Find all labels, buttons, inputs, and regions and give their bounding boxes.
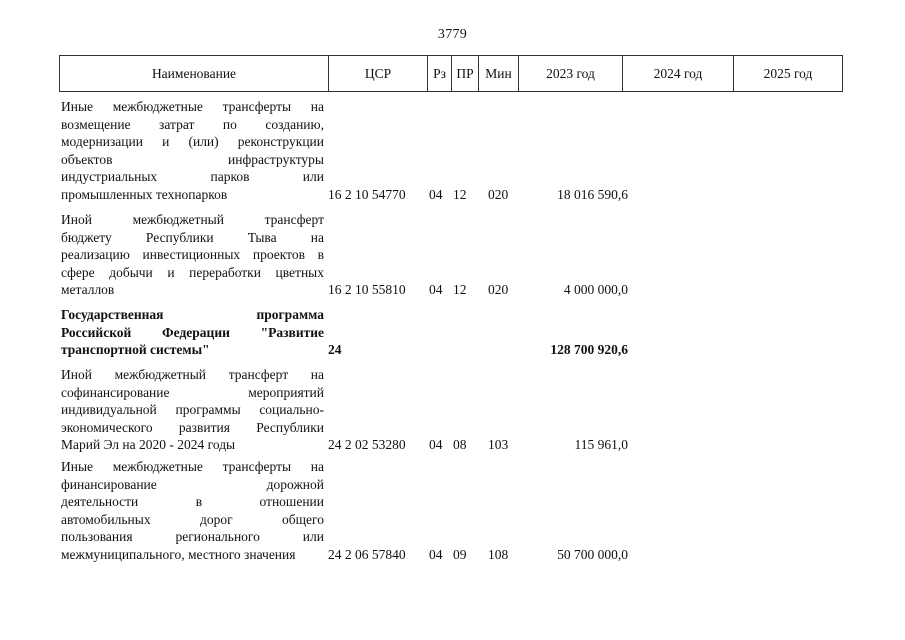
row-rz: 04 <box>429 282 443 297</box>
row-min: 020 <box>488 187 509 202</box>
name-line: бюджету Республики Тыва на <box>61 229 324 245</box>
row-pr: 12 <box>453 187 467 202</box>
row-2023: 128 700 920,6 <box>550 342 628 357</box>
name-line: Иной межбюджетный трансферт <box>61 212 324 227</box>
header-pr: ПР <box>451 56 478 91</box>
header-rz: Рз <box>427 56 451 91</box>
name-line: Иные межбюджетные трансферты на <box>61 99 324 114</box>
header-min: Мин <box>478 56 518 91</box>
row-pr: 08 <box>453 437 467 452</box>
name-line: индивидуальной программы социально- <box>61 402 324 418</box>
name-line: транспортной системы" <box>61 342 210 358</box>
row-2023: 115 961,0 <box>574 437 628 452</box>
name-line: межмуниципального, местного значения <box>61 546 296 562</box>
name-line: объектов инфраструктуры <box>61 151 324 167</box>
name-line: металлов <box>61 282 115 298</box>
name-line: промышленных технопарков <box>61 186 228 202</box>
row-rz: 04 <box>429 547 443 562</box>
name-line: сфере добычи и переработки цветных <box>61 264 324 280</box>
header-2025: 2025 год <box>733 56 842 91</box>
row-min: 108 <box>488 547 509 562</box>
header-csr: ЦСР <box>328 56 427 91</box>
name-line: Марий Эл на 2020 - 2024 годы <box>61 437 236 453</box>
header-2024: 2024 год <box>622 56 733 91</box>
name-line: деятельности в отношении <box>61 494 324 510</box>
row-csr: 16 2 10 54770 <box>328 187 406 202</box>
name-line: автомобильных дорог общего <box>61 511 324 527</box>
name-line: реализацию инвестиционных проектов в <box>61 247 324 263</box>
table-header <box>59 55 843 92</box>
name-line: Российской Федерации "Развитие <box>61 324 324 340</box>
row-csr: 24 2 02 53280 <box>328 437 406 452</box>
row-csr: 16 2 10 55810 <box>328 282 406 297</box>
page-number: 3779 <box>437 27 468 42</box>
row-name <box>61 366 324 454</box>
row-pr: 09 <box>453 547 467 562</box>
row-rz: 04 <box>429 187 443 202</box>
row-name <box>61 306 324 359</box>
name-line: Иные межбюджетные трансферты на <box>61 459 324 474</box>
row-name <box>61 98 324 204</box>
name-line: Государственная программа <box>61 307 324 322</box>
header-name: Наименование <box>151 65 237 81</box>
name-line: Иной межбюджетный трансферт на <box>61 367 324 382</box>
name-line: возмещение затрат по созданию, <box>61 116 324 132</box>
row-2023: 4 000 000,0 <box>563 282 628 297</box>
name-line: экономического развития Республики <box>61 419 324 435</box>
row-csr: 24 <box>328 342 342 357</box>
name-line: софинансирование мероприятий <box>61 384 324 400</box>
name-line: модернизации и (или) реконструкции <box>61 134 324 150</box>
row-min: 103 <box>488 437 509 452</box>
row-rz: 04 <box>429 437 443 452</box>
row-name <box>61 458 324 564</box>
row-pr: 12 <box>453 282 467 297</box>
row-2023: 18 016 590,6 <box>557 187 628 202</box>
name-line: индустриальных парков или <box>61 169 324 185</box>
row-name <box>61 211 324 299</box>
row-min: 020 <box>488 282 509 297</box>
row-csr: 24 2 06 57840 <box>328 547 406 562</box>
header-2023: 2023 год <box>518 56 622 91</box>
row-2023: 50 700 000,0 <box>557 547 628 562</box>
name-line: финансирование дорожной <box>61 476 324 492</box>
name-line: пользования регионального или <box>61 529 324 545</box>
